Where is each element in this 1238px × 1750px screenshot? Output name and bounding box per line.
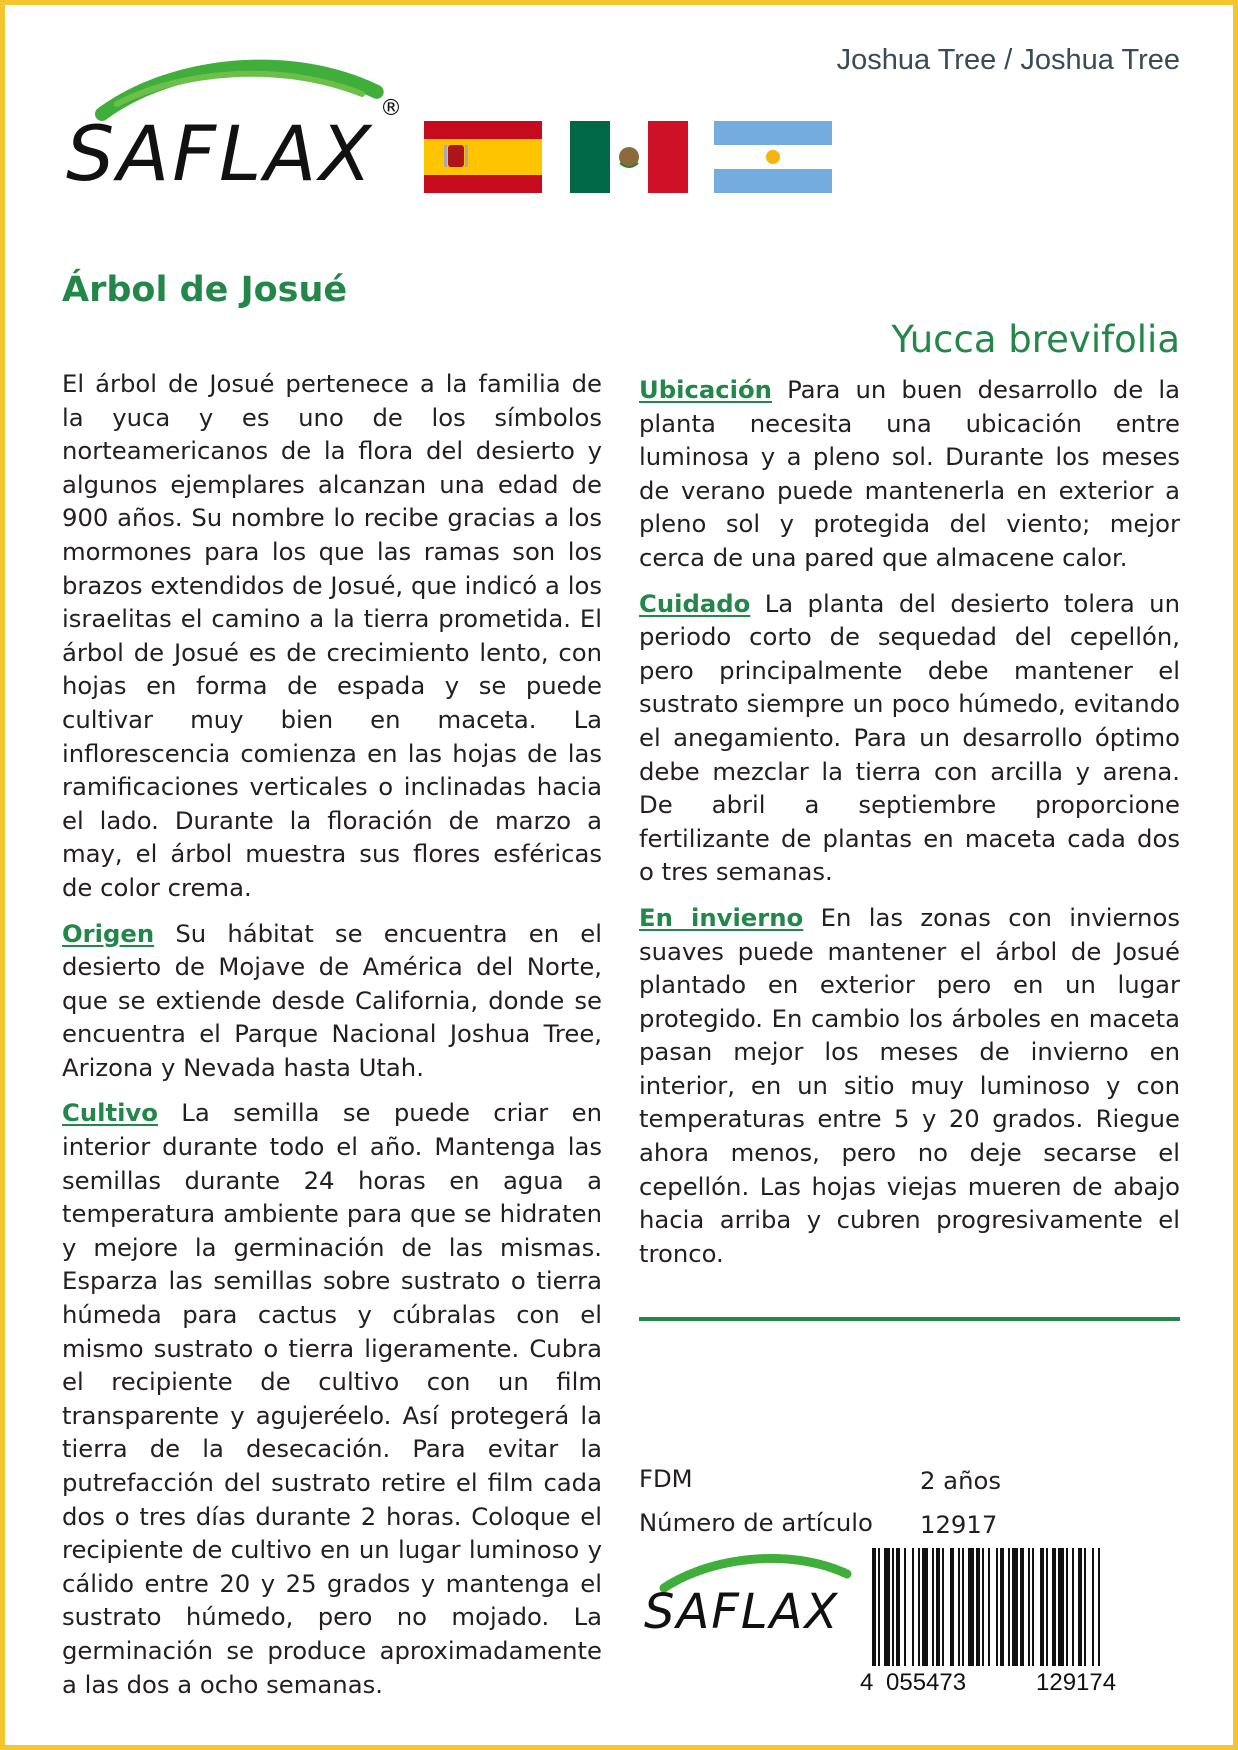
ubicacion-paragraph [639, 373, 1180, 575]
cultivo-heading: Cultivo [62, 1098, 158, 1128]
barcode-bar [1098, 1548, 1100, 1666]
barcode-bar [962, 1548, 964, 1666]
barcode-left-group: 055473 [886, 1669, 967, 1696]
invierno-heading: En invierno [639, 902, 804, 932]
barcode [858, 1548, 1180, 1696]
article-number-label: Número de artículo [639, 1508, 873, 1537]
barcode-bar [1066, 1548, 1068, 1666]
header-title: Joshua Tree / Joshua Tree [836, 44, 1180, 76]
cuidado-paragraph [639, 587, 1180, 889]
ubicacion-text: Para un buen desarrollo de la planta necesita una ubicación entre luminosa y a pleno sol. Durante los meses de verano puede mantenerla en exterior a pleno sol y protegida del viento; mejor cerca de una pared que almacene calor. [639, 375, 1180, 572]
logo-text: SAFLAX [66, 109, 375, 198]
barcode-bar [1046, 1548, 1048, 1666]
barcode-bar [988, 1548, 990, 1666]
barcode-bar [896, 1548, 900, 1666]
argentina-flag-icon [714, 121, 832, 193]
barcode-bar [1092, 1548, 1094, 1666]
barcode-bar [1028, 1548, 1030, 1666]
left-column [62, 367, 602, 1713]
barcode-bar [1072, 1548, 1074, 1666]
barcode-bar [976, 1548, 980, 1666]
barcode-first-digit: 4 [860, 1669, 874, 1696]
barcode-bar [922, 1548, 928, 1666]
barcode-bar [1078, 1548, 1082, 1666]
barcode-bar [918, 1548, 920, 1666]
right-column [639, 373, 1180, 1282]
saflax-logo-small [642, 1548, 862, 1658]
barcode-bar [878, 1548, 880, 1666]
barcode-bar [932, 1548, 934, 1666]
logo-small-text: SAFLAX [644, 1584, 840, 1640]
registered-mark: ® [380, 96, 402, 121]
barcode-right-group: 129174 [1036, 1669, 1117, 1696]
barcode-bar [996, 1548, 998, 1666]
barcode-bar [1052, 1548, 1056, 1666]
barcode-bar [958, 1548, 960, 1666]
origen-heading: Origen [62, 918, 155, 948]
invierno-paragraph [639, 901, 1180, 1271]
article-number-value: 12917 [920, 1510, 998, 1539]
saflax-logo [62, 52, 412, 212]
latin-name: Yucca brevifolia [891, 318, 1180, 361]
cultivo-text: La semilla se puede criar en interior durante todo el año. Mantenga las semillas durante 24 horas en agua a temperatura ambiente para que se hidraten y mejore la germinación de las mismas. Esparza las semillas sobre sustrato o tierra húmeda para cactus y cúbralas con el mismo sustrato o tierra ligeramente. Cubra el recipiente de cultivo con un film transparente y agujeréelo. Así protegerá la tierra de la desecación. Para evitar la putrefacción del sustrato retire el film cada dos o tres días durante 2 horas. Coloque el recipiente de cultivo en un lugar luminoso y cálido entre 20 y 25 grados y mantenga el sustrato húmedo, pero no mojado. La germinación se produce aproximadamente a las dos a ocho semanas. [62, 1098, 602, 1699]
fdm-label: FDM [639, 1464, 693, 1493]
fdm-value: 2 años [920, 1466, 1001, 1495]
origen-paragraph [62, 917, 602, 1085]
intro-paragraph: El árbol de Josué pertenece a la familia de la yuca y es uno de los símbolos norteamericanos de la flora del desierto y algunos ejemplares alcanzan una edad de 900 años. Su nombre lo recibe gracias a los mormones para los que las ramas son los brazos extendidos de Josué, que indicó a los israelitas el camino a la tierra prometida. El árbol de Josué es de crecimiento lento, con hojas en forma de espada y se puede cultivar muy bien en maceta. La inflorescencia comienza en las hojas de las ramificaciones verticales o inclinadas hacia el lado. Durante la floración de marzo a may, el árbol muestra sus flores esféricas de color crema. [62, 369, 602, 902]
barcode-bar [982, 1548, 984, 1666]
barcode-bar [912, 1548, 914, 1666]
barcode-bar [872, 1548, 876, 1666]
barcode-bar [1058, 1548, 1064, 1666]
barcode-bar [1040, 1548, 1044, 1666]
barcode-bar [1008, 1548, 1010, 1666]
page-title: Árbol de Josué [62, 270, 348, 310]
barcode-bar [950, 1548, 954, 1666]
cuidado-heading: Cuidado [639, 588, 751, 618]
barcode-bar [904, 1548, 906, 1666]
section-divider [639, 1317, 1180, 1321]
barcode-bar [1012, 1548, 1018, 1666]
barcode-bar [1084, 1548, 1086, 1666]
cuidado-text: La planta del desierto tolera un periodo corto de sequedad del cepellón, pero principalmente debe mantener el sustrato siempre un poco húmedo, evitando el anegamiento. Para un desarrollo óptimo debe mezclar la tierra con arcilla y arena. De abril a septiembre proporcione fertilizante de plantas en maceta cada dos o tres semanas. [639, 588, 1180, 887]
barcode-bar [1020, 1548, 1024, 1666]
barcode-bar [942, 1548, 944, 1666]
ubicacion-heading: Ubicación [639, 375, 772, 404]
barcode-bar [936, 1548, 940, 1666]
spain-flag-icon [424, 121, 542, 193]
barcode-bar [884, 1548, 890, 1666]
origen-text: Su hábitat se encuentra en el desierto de Mojave de América del Norte, que se extiende desde California, donde se encuentra el Parque Nacional Joshua Tree, Arizona y Nevada hasta Utah. [62, 918, 602, 1082]
barcode-bar [892, 1548, 894, 1666]
barcode-bar [1032, 1548, 1034, 1666]
barcode-bar [968, 1548, 974, 1666]
barcode-bar [1000, 1548, 1004, 1666]
invierno-text: En las zonas con inviernos suaves puede mantener el árbol de Josué plantado en exterior pero en un lugar protegido. En cambio los árboles en maceta pasan mejor los meses de invierno en interior, en un sitio muy luminoso y con temperaturas entre 5 y 20 grados. Riegue ahora menos, pero no deje secarse el cepellón. Las hojas viejas mueren de abajo hacia arriba y cubren progresivamente el tronco. [639, 902, 1180, 1268]
cultivo-paragraph [62, 1096, 602, 1701]
mexico-flag-icon [570, 121, 688, 193]
